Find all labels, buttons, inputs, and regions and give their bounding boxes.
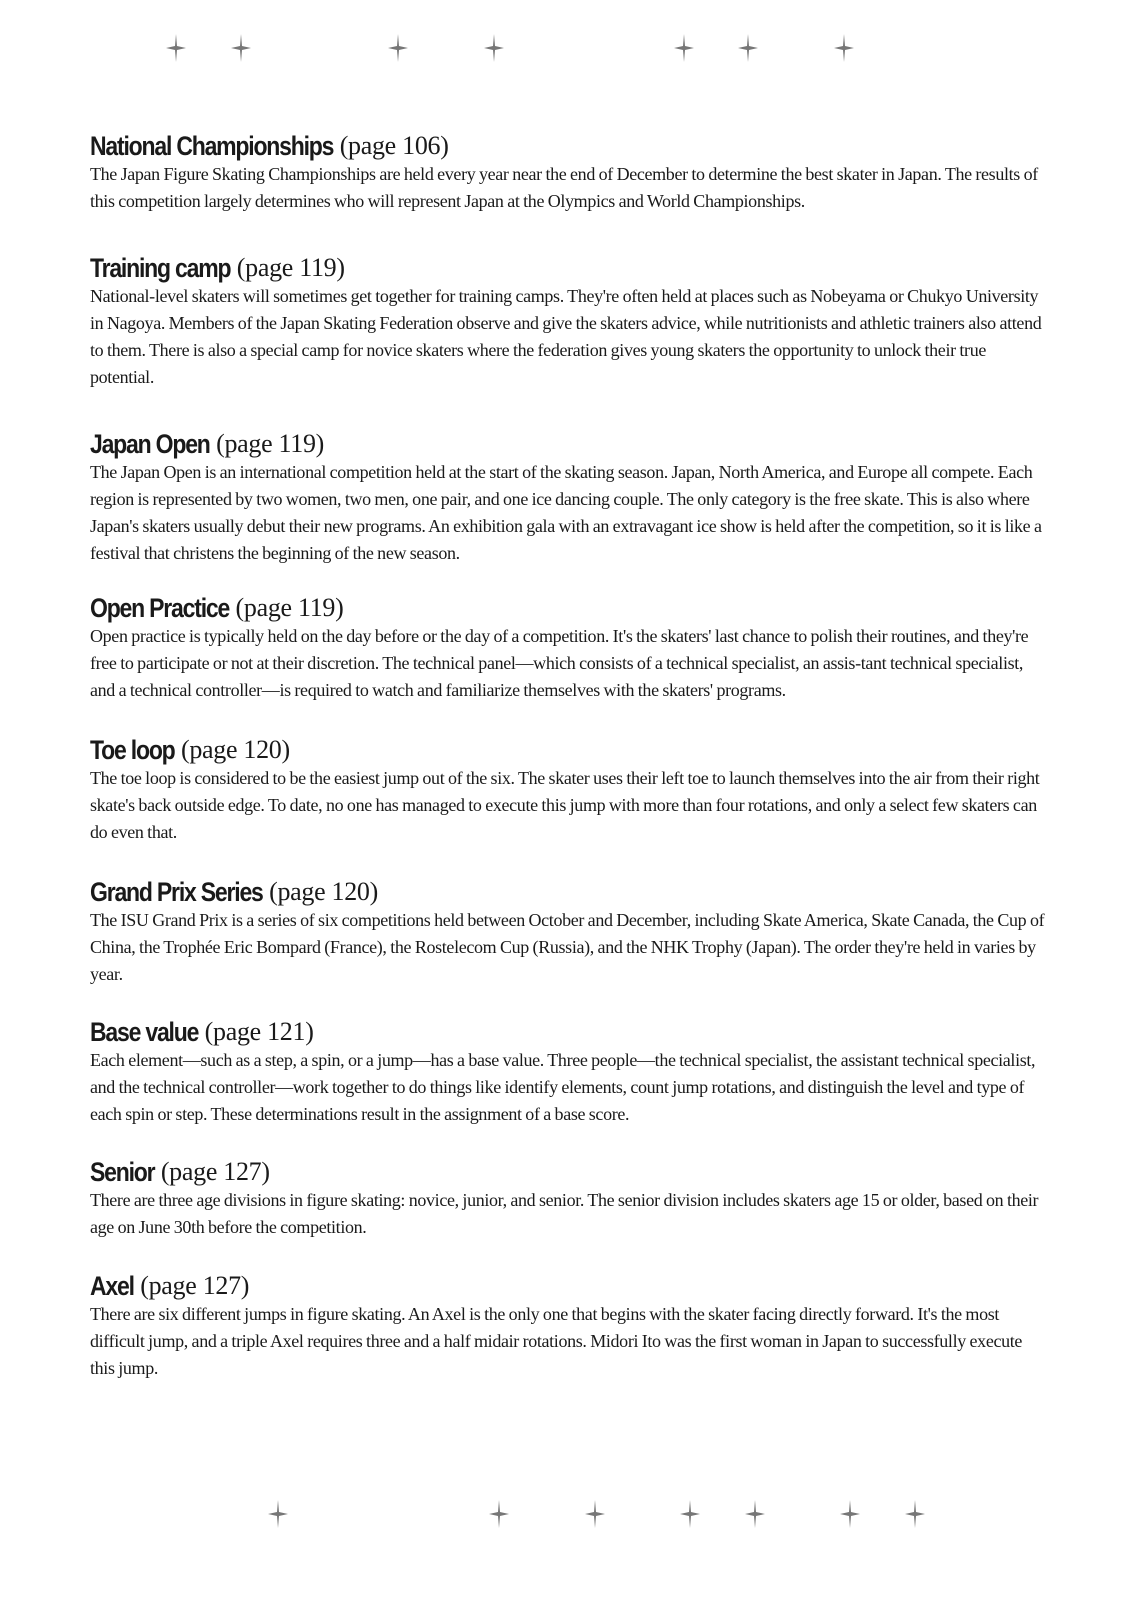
- entry-description: Open practice is typically held on the day before or the day of a competition. It's the skaters' last chance to polish their routines, and they're free to participate or not at their discretion. The technical panel—which consists of a technical specialist, an assis-tant technical specialist, and a technical controller—is required to watch and familiarize themselves with the skaters' programs.: [90, 626, 1029, 700]
- entry-description: There are three age divisions in figure skating: novice, junior, and senior. The senior division includes skaters age 15 or older, based on their age on June 30th before the competition.: [90, 1190, 1039, 1237]
- sparkle-icon: [166, 34, 186, 62]
- glossary-entry-japan-open: [90, 426, 1050, 567]
- glossary-entry-base-value: [90, 1014, 1050, 1128]
- entry-heading: [90, 732, 1050, 767]
- entry-heading: [90, 250, 1050, 285]
- entry-page-reference: (page 106): [339, 131, 449, 160]
- entry-heading: [90, 426, 1050, 461]
- entry-term: Axel: [90, 1271, 134, 1301]
- entry-term: National Championships: [90, 131, 334, 161]
- entry-page-reference: (page 120): [180, 735, 290, 764]
- glossary-entry-senior: [90, 1154, 1050, 1241]
- entry-term: Grand Prix Series: [90, 877, 263, 907]
- sparkle-icon: [680, 1500, 700, 1528]
- entry-term: Toe loop: [90, 735, 175, 765]
- entry-heading: [90, 128, 1050, 163]
- entry-description: National-level skaters will sometimes get together for training camps. They're often held at places such as Nobeyama or Chukyo University in Nagoya. Members of the Japan Skating Federation observe and give the skaters advice, while nutritionists and athletic trainers also attend to them. There is also a special camp for novice skaters where the federation gives young skaters the opportunity to unlock their true potential.: [90, 286, 1042, 387]
- entry-heading: [90, 1268, 1050, 1303]
- sparkle-icon: [231, 34, 251, 62]
- glossary-entry-grand-prix-series: [90, 874, 1050, 988]
- entry-term: Japan Open: [90, 429, 210, 459]
- sparkle-icon: [268, 1500, 288, 1528]
- entry-description: There are six different jumps in figure skating. An Axel is the only one that begins with the skater facing directly forward. It's the most difficult jump, and a triple Axel requires three and a half midair rotations. Midori Ito was the first woman in Japan to successfully execute this jump.: [90, 1304, 1023, 1378]
- sparkle-icon: [738, 34, 758, 62]
- glossary-entry-national-championships: [90, 128, 1050, 215]
- entry-heading: [90, 590, 1050, 625]
- entry-description: The Japan Open is an international competition held at the start of the skating season. Japan, North America, and Europe all compete. Each region is represented by two women, two men, one pair, and one ice dancing couple. The only category is the free skate. This is also where Japan's skaters usually debut their new programs. An exhibition gala with an extravagant ice show is held after the competition, so it is like a festival that christens the beginning of the new season.: [90, 462, 1042, 563]
- sparkle-icon: [674, 34, 694, 62]
- entry-page-reference: (page 127): [140, 1271, 250, 1300]
- entry-description: The toe loop is considered to be the easiest jump out of the six. The skater uses their left toe to launch themselves into the air from their right skate's back outside edge. To date, no one has managed to execute this jump with more than four rotations, and only a select few skaters can do even that.: [90, 768, 1040, 842]
- entry-heading: [90, 1014, 1050, 1049]
- bottom-sparkle-row: [0, 1500, 1123, 1530]
- glossary-entry-open-practice: [90, 590, 1050, 704]
- sparkle-icon: [745, 1500, 765, 1528]
- sparkle-icon: [388, 34, 408, 62]
- entry-description: Each element—such as a step, a spin, or a jump—has a base value. Three people—the technical specialist, the assistant technical specialist, and the technical controller—work together to do things like identify elements, count jump rotations, and distinguish the level and type of each spin or step. These determinations result in the assignment of a base score.: [90, 1050, 1036, 1124]
- glossary-entry-training-camp: [90, 250, 1050, 391]
- sparkle-icon: [840, 1500, 860, 1528]
- entry-page-reference: (page 121): [204, 1017, 314, 1046]
- glossary-entry-axel: [90, 1268, 1050, 1382]
- entry-page-reference: (page 119): [216, 429, 325, 458]
- glossary-entry-toe-loop: [90, 732, 1050, 846]
- entry-page-reference: (page 119): [236, 253, 345, 282]
- entry-term: Base value: [90, 1017, 199, 1047]
- entry-page-reference: (page 119): [235, 593, 344, 622]
- sparkle-icon: [489, 1500, 509, 1528]
- entry-term: Senior: [90, 1157, 155, 1187]
- entry-page-reference: (page 127): [160, 1157, 270, 1186]
- entry-term: Open Practice: [90, 593, 230, 623]
- sparkle-icon: [484, 34, 504, 62]
- entry-heading: [90, 874, 1050, 909]
- entry-term: Training camp: [90, 253, 231, 283]
- sparkle-icon: [585, 1500, 605, 1528]
- entry-page-reference: (page 120): [269, 877, 378, 906]
- entry-heading: [90, 1154, 1050, 1189]
- entry-description: The Japan Figure Skating Championships are held every year near the end of December to determine the best skater in Japan. The results of this competition largely determines who will represent Japan at the Olympics and World Championships.: [90, 164, 1038, 211]
- entry-description: The ISU Grand Prix is a series of six competitions held between October and December, including Skate America, Skate Canada, the Cup of China, the Trophée Eric Bompard (France), the Rostelecom Cup (Russia), and the NHK Trophy (Japan). The order they're held in varies by year.: [90, 910, 1045, 984]
- sparkle-icon: [834, 34, 854, 62]
- top-sparkle-row: [0, 34, 1123, 64]
- sparkle-icon: [905, 1500, 925, 1528]
